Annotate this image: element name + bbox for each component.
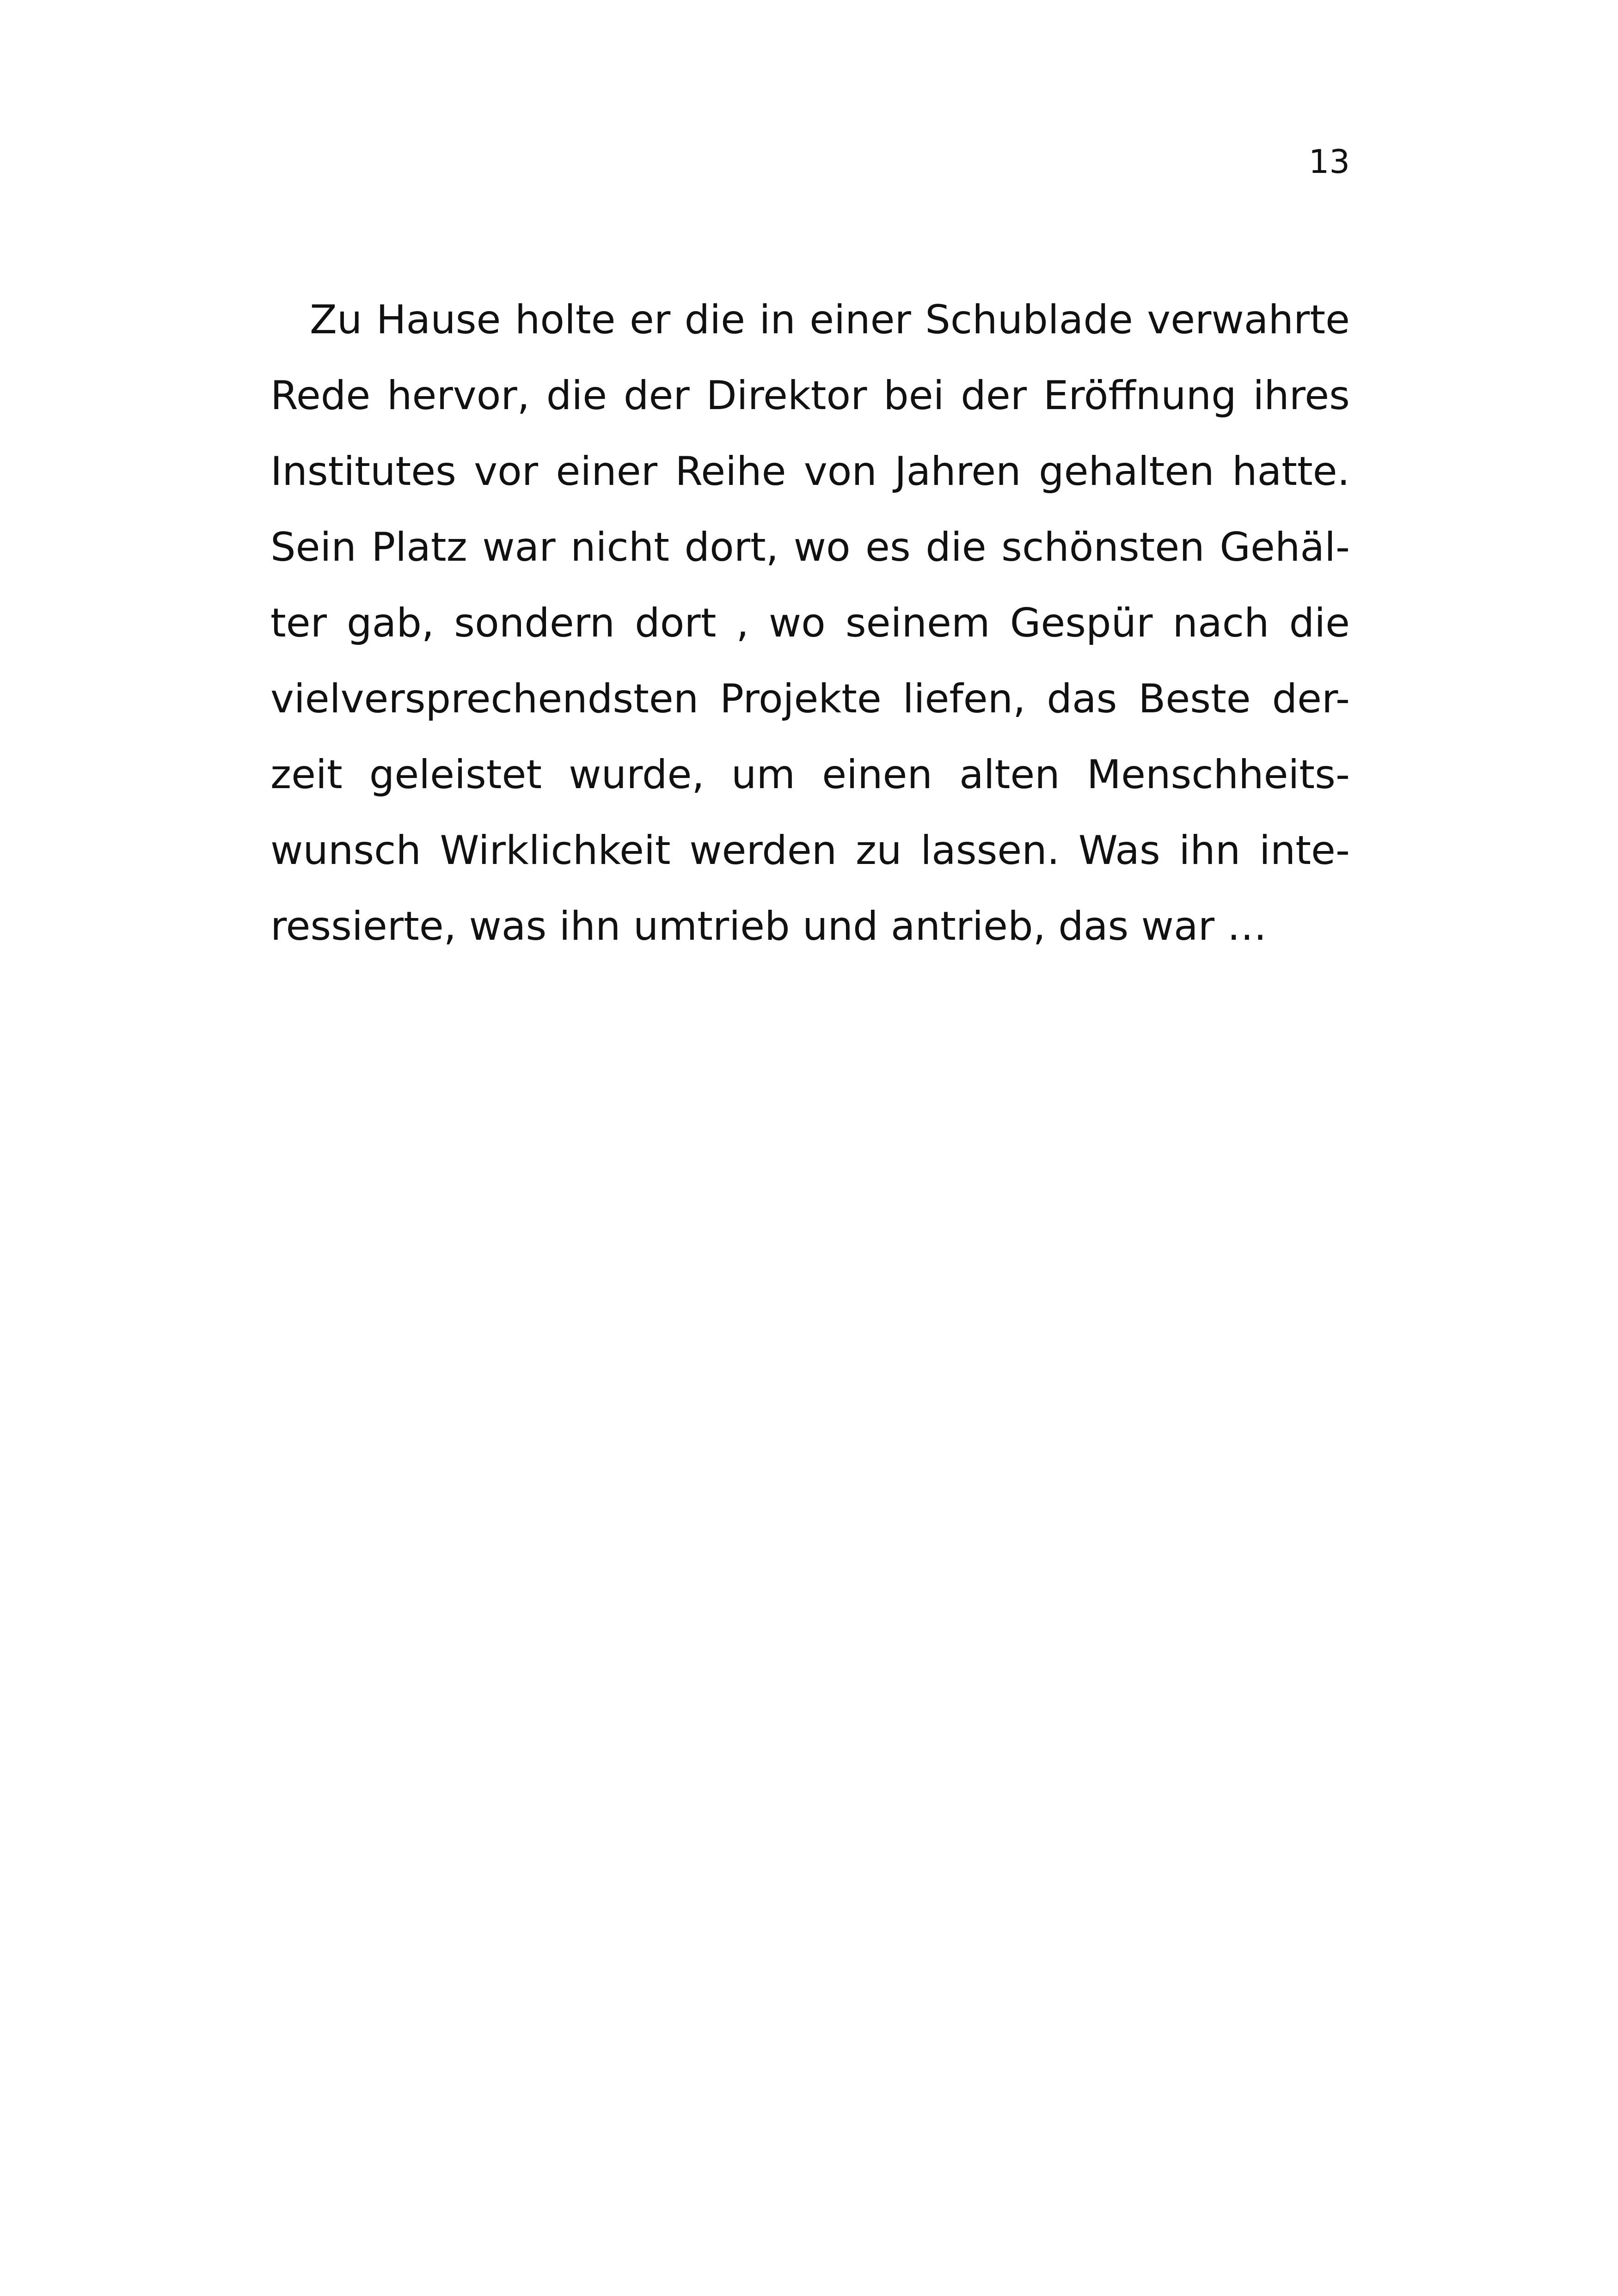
page-number: 13 [1308, 143, 1350, 181]
text-line: Rede hervor, die der Direktor bei der Eröffnung ihres [270, 373, 1350, 419]
text-line: Institutes vor einer Reihe von Jahren gehalten hatte. [270, 448, 1350, 495]
text-line: vielversprechendsten Projekte liefen, das Beste der- [270, 676, 1350, 722]
body-paragraph [270, 282, 1350, 964]
text-line: Sein Platz war nicht dort, wo es die schönsten Gehäl- [270, 524, 1350, 570]
text-line: ter gab, sondern dort , wo seinem Gespür nach die [270, 600, 1350, 646]
text-line: Zu Hause holte er die in einer Schublade verwahrte [310, 297, 1350, 343]
text-line: ressierte, was ihn umtrieb und antrieb, das war … [270, 903, 1267, 949]
text-line: zeit geleistet wurde, um einen alten Menschheits- [270, 752, 1350, 798]
text-line: wunsch Wirklichkeit werden zu lassen. Was ihn inte- [270, 827, 1350, 874]
